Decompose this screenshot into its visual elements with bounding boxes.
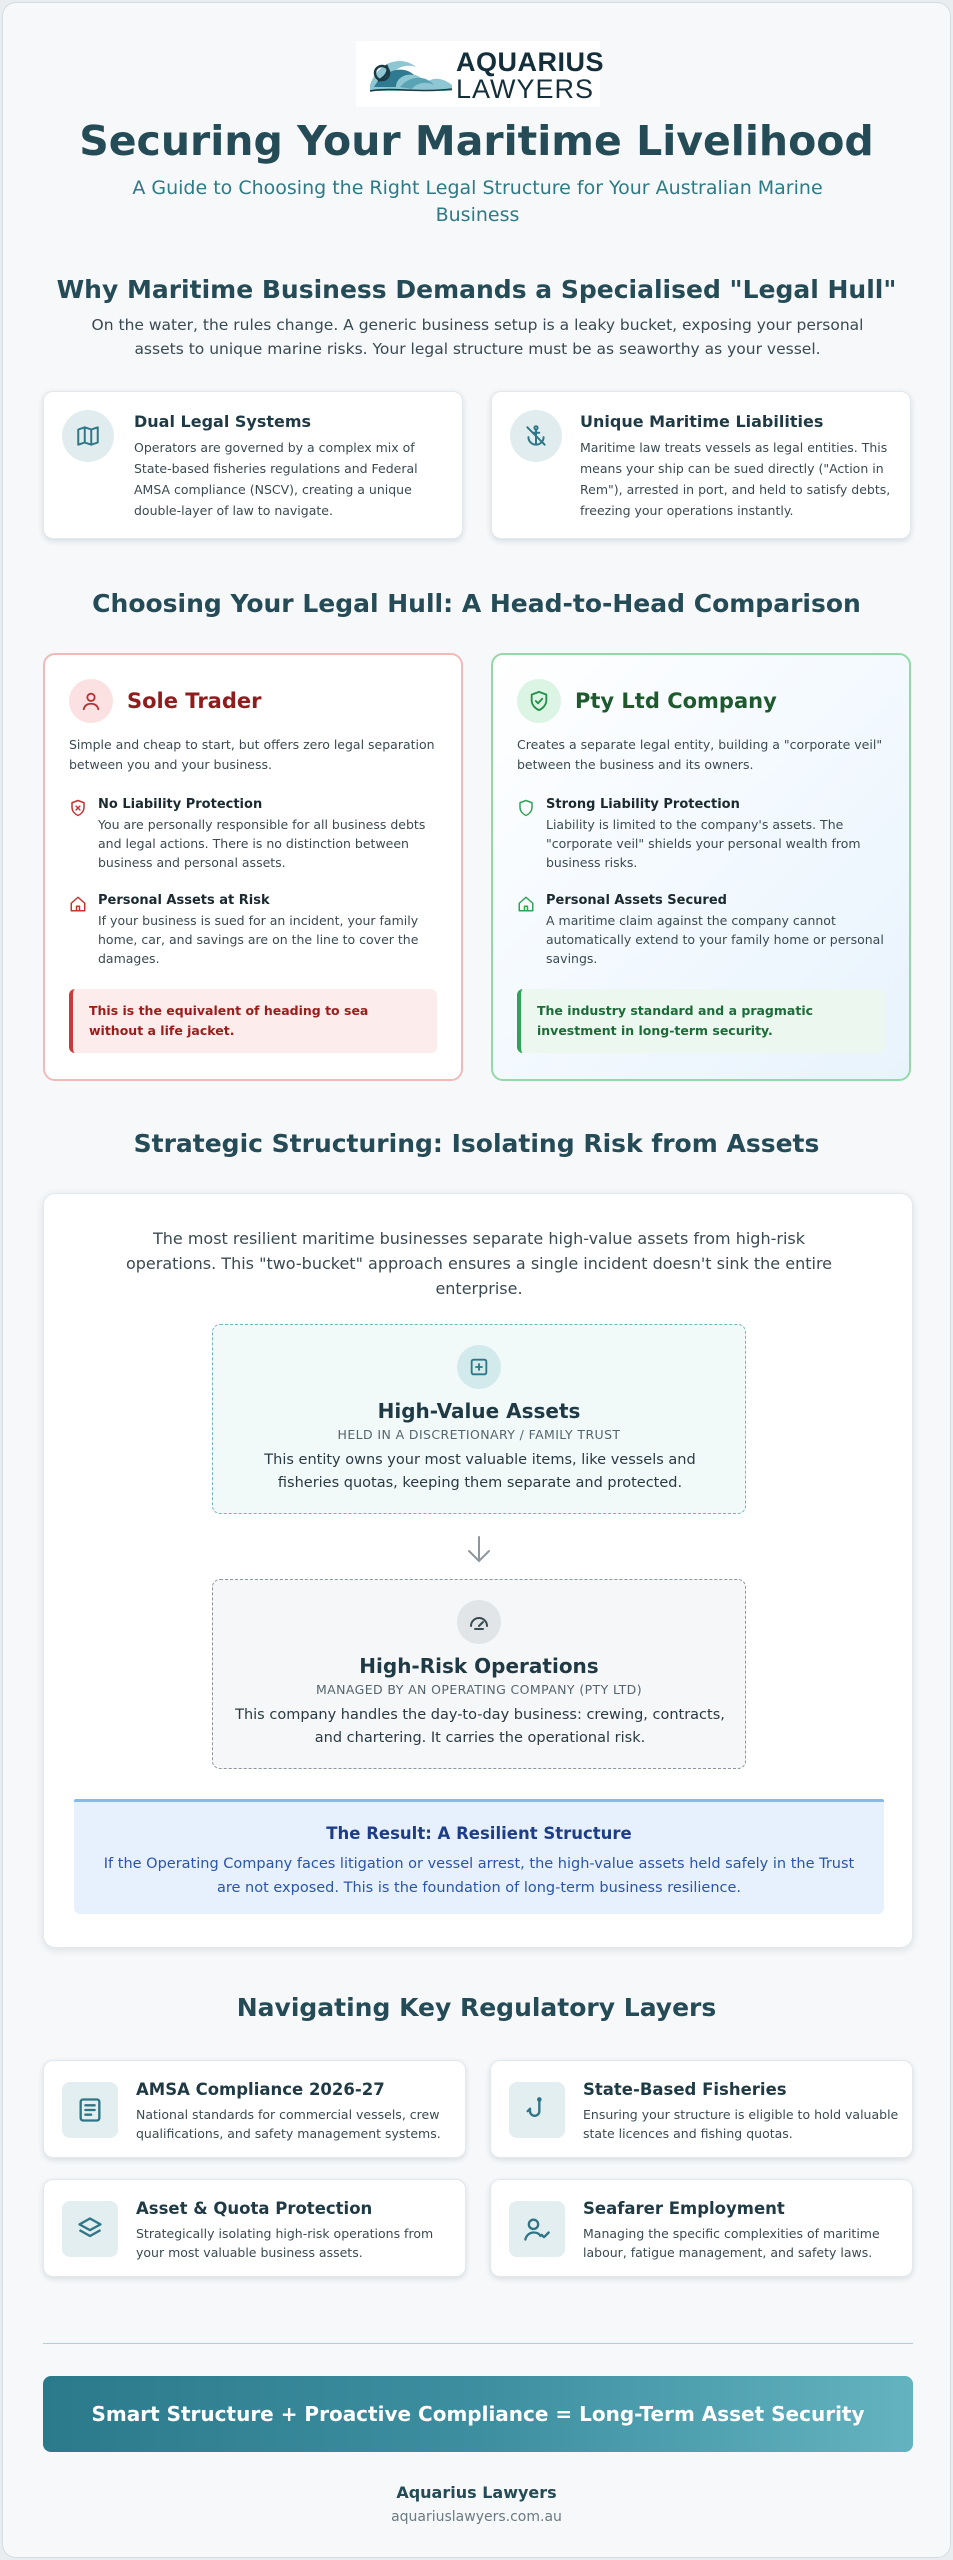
sole-trader-card xyxy=(43,653,463,1081)
sole-trader-title: Sole Trader xyxy=(127,689,262,713)
point-title: Personal Assets Secured xyxy=(546,893,727,908)
footer-website-link[interactable]: aquariuslawyers.com.au xyxy=(391,2509,562,2525)
structuring-card xyxy=(43,1193,913,1948)
home-icon xyxy=(69,895,87,913)
reg-title: Seafarer Employment xyxy=(583,2199,785,2218)
logo-line2: LAWYERS xyxy=(456,74,595,104)
divider xyxy=(43,2343,913,2344)
card-text: Operators are governed by a complex mix of State-based fisheries regulations and Federal AMSA compliance (NSCV), creating a unique double-layer of law to navigate. xyxy=(134,440,418,518)
logo-wordmark xyxy=(456,49,604,103)
reg-text: National standards for commercial vessels, crew qualifications, and safety management systems. xyxy=(136,2107,441,2141)
infographic-page xyxy=(2,2,951,2558)
point-text: If your business is sued for an incident, your family home, car, and savings are on the line to cover the damages. xyxy=(98,913,419,966)
point-text: Liability is limited to the company's assets. The "corporate veil" shields your personal wealth from business risks. xyxy=(546,817,861,870)
shield-icon xyxy=(517,799,535,817)
structuring-heading: Strategic Structuring: Isolating Risk from Assets xyxy=(133,1129,820,1158)
arrow-down-icon xyxy=(459,1529,499,1569)
result-callout xyxy=(74,1799,884,1914)
sole-trader-desc: Simple and cheap to start, but offers zero legal separation between you and your business. xyxy=(69,737,435,772)
reg-card-asset-quota xyxy=(43,2179,466,2277)
point-text: A maritime claim against the company cannot automatically extend to your family home or personal savings. xyxy=(546,913,884,966)
gauge-icon xyxy=(457,1600,501,1644)
shield-check-icon xyxy=(517,679,561,723)
user-check-icon xyxy=(509,2201,565,2257)
card-title: Unique Maritime Liabilities xyxy=(580,412,824,431)
why-lead: On the water, the rules change. A generic business setup is a leaky bucket, exposing your personal assets to unique marine risks. Your legal structure must be as seaworthy as your vessel. xyxy=(91,316,864,358)
pty-ltd-desc: Creates a separate legal entity, building a "corporate veil" between the business and its owners. xyxy=(517,737,883,772)
reg-text: Ensuring your structure is eligible to hold valuable state licences and fishing quotas. xyxy=(583,2107,899,2141)
person-icon xyxy=(69,679,113,723)
summary-banner: Smart Structure + Proactive Compliance = Long-Term Asset Security xyxy=(43,2376,913,2452)
structuring-intro: The most resilient maritime businesses separate high-value assets from high-risk operations. This "two-bucket" approach ensures a single incident doesn't sink the entire enterprise. xyxy=(125,1229,833,1298)
reg-card-seafarer xyxy=(490,2179,913,2277)
high-value-subtitle: HELD IN A DISCRETIONARY / FAMILY TRUST xyxy=(337,1427,621,1442)
high-risk-text: This company handles the day-to-day business: crewing, contracts, and chartering. It carries the operational risk. xyxy=(235,1707,725,1746)
anchor-off-icon xyxy=(510,410,562,462)
footer-firm-name: Aquarius Lawyers xyxy=(396,2483,557,2502)
point-title: No Liability Protection xyxy=(98,797,263,812)
pty-ltd-title: Pty Ltd Company xyxy=(575,689,777,713)
wave-logo-icon xyxy=(360,41,460,107)
home-icon xyxy=(517,895,535,913)
point-title: Personal Assets at Risk xyxy=(98,893,270,908)
brand-logo xyxy=(356,41,605,107)
pty-ltd-card xyxy=(491,653,911,1081)
high-risk-operations-box xyxy=(212,1579,746,1769)
result-text: If the Operating Company faces litigation or vessel arrest, the high-value assets held safely in the Trust are not exposed. This is the foundation of long-term business resilience. xyxy=(103,1856,855,1896)
fishing-hook-icon xyxy=(509,2082,565,2138)
dual-legal-card xyxy=(43,391,463,539)
reg-text: Managing the specific complexities of maritime labour, fatigue management, and safety laws. xyxy=(583,2226,880,2260)
reg-title: State-Based Fisheries xyxy=(583,2080,787,2099)
document-list-icon xyxy=(62,2082,118,2138)
reg-title: AMSA Compliance 2026-27 xyxy=(136,2080,385,2099)
point-text: You are personally responsible for all business debts and legal actions. There is no distinction between business and personal assets. xyxy=(98,817,426,870)
logo-line1: AQUARIUS xyxy=(456,47,605,77)
regulatory-heading: Navigating Key Regulatory Layers xyxy=(236,1993,717,2022)
comparison-heading: Choosing Your Legal Hull: A Head-to-Head Comparison xyxy=(92,589,861,618)
shield-x-icon xyxy=(69,799,87,817)
card-text: Maritime law treats vessels as legal entities. This means your ship can be sued directly ("Action in Rem"), arrested in port, and held to satisfy debts, freezing your operations instantly. xyxy=(580,440,891,518)
high-value-assets-box xyxy=(212,1324,746,1514)
high-risk-title: High-Risk Operations xyxy=(359,1654,599,1678)
vault-icon xyxy=(457,1345,501,1389)
high-value-text: This entity owns your most valuable items, like vessels and fisheries quotas, keeping them separate and protected. xyxy=(264,1452,696,1491)
map-icon xyxy=(62,410,114,462)
reg-card-fisheries xyxy=(490,2060,913,2158)
page-subtitle: A Guide to Choosing the Right Legal Structure for Your Australian Marine Business xyxy=(132,177,823,226)
reg-text: Strategically isolating high-risk operations from your most valuable business assets. xyxy=(136,2226,434,2260)
high-value-title: High-Value Assets xyxy=(377,1399,581,1423)
why-heading: Why Maritime Business Demands a Specialised "Legal Hull" xyxy=(56,275,897,304)
page-title: Securing Your Maritime Livelihood xyxy=(79,117,874,165)
point-title: Strong Liability Protection xyxy=(546,797,740,812)
maritime-liabilities-card xyxy=(491,391,911,539)
result-title: The Result: A Resilient Structure xyxy=(326,1824,632,1843)
high-risk-subtitle: MANAGED BY AN OPERATING COMPANY (PTY LTD) xyxy=(316,1682,642,1697)
pty-ltd-verdict: The industry standard and a pragmatic investment in long-term security. xyxy=(517,989,885,1053)
reg-card-amsa xyxy=(43,2060,466,2158)
sole-trader-verdict: This is the equivalent of heading to sea without a life jacket. xyxy=(69,989,437,1053)
card-title: Dual Legal Systems xyxy=(134,412,312,431)
reg-title: Asset & Quota Protection xyxy=(136,2199,373,2218)
layers-icon xyxy=(62,2201,118,2257)
